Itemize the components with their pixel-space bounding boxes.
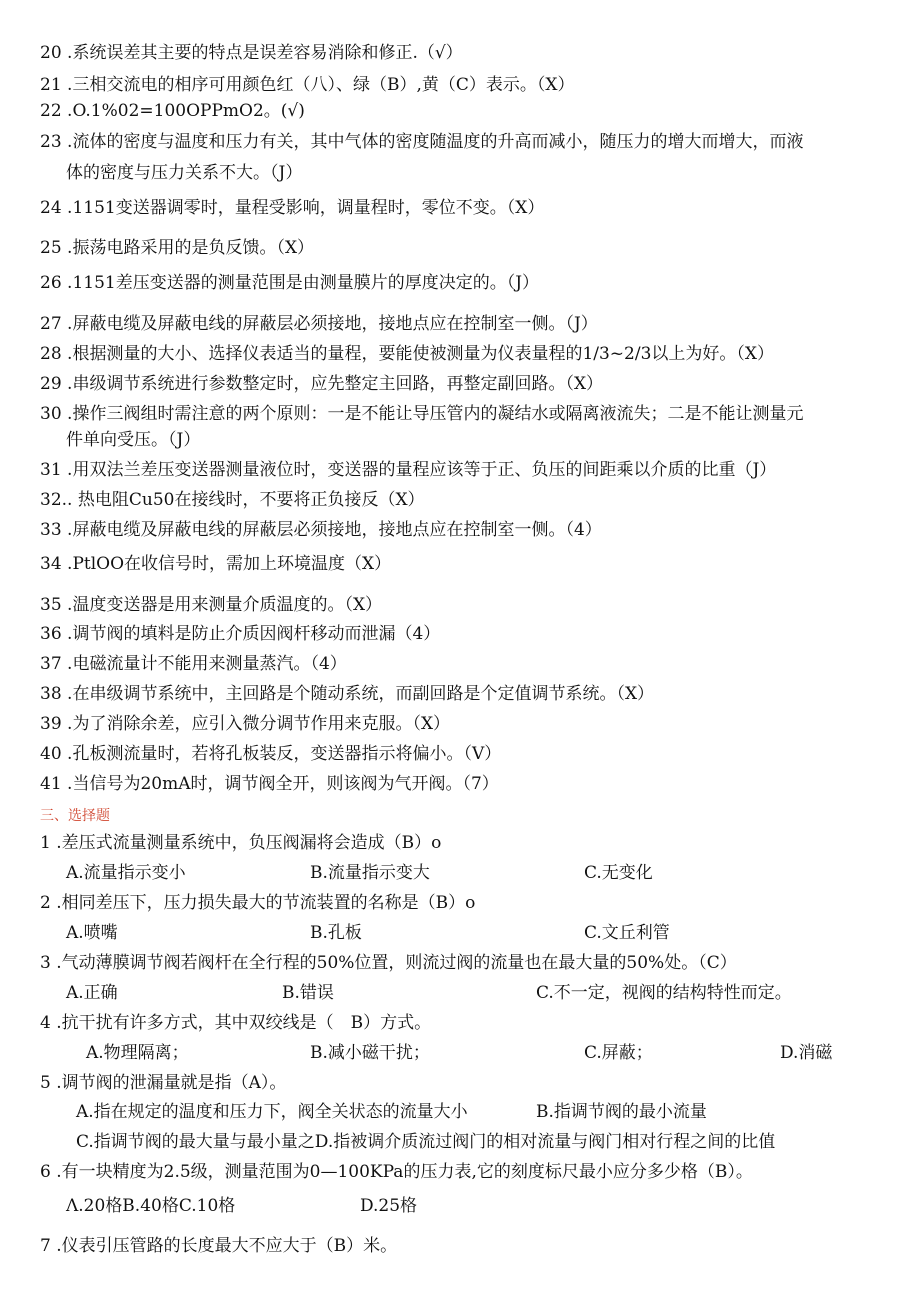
option-a: A.喷嘴	[66, 923, 118, 943]
item-number: 26	[40, 273, 62, 293]
item-number: 6	[40, 1162, 51, 1182]
item-text: 体的密度与压力关系不大。（J）	[66, 163, 303, 183]
item-number: 3	[40, 953, 51, 973]
item-text: .串级调节系统进行参数整定时，应先整定主回路，再整定副回路。（X）	[67, 374, 604, 394]
judgement-item-32	[40, 489, 425, 511]
judgement-item-37	[40, 653, 347, 675]
judgement-item-38	[40, 683, 654, 705]
option-c: C.无变化	[584, 863, 653, 883]
item-number: 41	[40, 774, 62, 794]
judgement-item-30-continuation	[66, 429, 200, 451]
judgement-item-29	[40, 373, 603, 395]
item-text: .调节阀的泄漏量就是指（A）。	[56, 1073, 287, 1093]
item-text: .温度变送器是用来测量介质温度的。（X）	[67, 595, 383, 615]
judgement-item-24	[40, 197, 544, 219]
item-text: 件单向受压。（J）	[66, 430, 201, 450]
option-c: C.文丘利管	[584, 923, 670, 943]
item-text: .抗干扰有许多方式，其中双绞线是（ B）方式。	[56, 1013, 432, 1033]
option-d: D.25格	[360, 1196, 418, 1216]
item-number: 37	[40, 654, 62, 674]
item-number: 39	[40, 714, 62, 734]
item-number: 35	[40, 595, 62, 615]
item-number: 23	[40, 132, 62, 152]
option-c: C.不一定，视阀的结构特性而定。	[536, 983, 792, 1003]
option-a: A.正确	[66, 983, 118, 1003]
judgement-item-28	[40, 343, 774, 365]
choice-question-1	[40, 832, 441, 854]
judgement-item-27	[40, 313, 598, 335]
judgement-item-22	[40, 100, 305, 122]
item-text: .为了消除余差，应引入微分调节作用来克服。（X）	[67, 714, 451, 734]
judgement-item-23-continuation	[66, 162, 302, 184]
judgement-item-26	[40, 272, 539, 294]
choice-question-7	[40, 1235, 397, 1257]
item-text: .系统误差其主要的特点是误差容易消除和修正.（√）	[67, 43, 463, 63]
item-text: .仪表引压管路的长度最大不应大于（B）米。	[56, 1236, 398, 1256]
item-number: 34	[40, 554, 62, 574]
item-number: 1	[40, 833, 51, 853]
item-text: .在串级调节系统中，主回路是个随动系统，而副回路是个定值调节系统。（X）	[67, 684, 655, 704]
item-number: 2	[40, 893, 51, 913]
item-number: 30	[40, 404, 62, 424]
item-number: 32..	[40, 490, 73, 510]
item-number: 20	[40, 43, 62, 63]
item-text: .屏蔽电缆及屏蔽电线的屏蔽层必须接地，接地点应在控制室一侧。（J）	[67, 314, 598, 334]
judgement-item-33	[40, 519, 602, 541]
choice-question-2	[40, 892, 475, 914]
item-number: 40	[40, 744, 62, 764]
item-text: .1151差压变送器的测量范围是由测量膜片的厚度决定的。（J）	[67, 273, 540, 293]
item-text: .调节阀的填料是防止介质因阀杆移动而泄漏（4）	[67, 624, 441, 644]
option-a: A.流量指示变小	[66, 863, 186, 883]
item-text: 热电阻Cu50在接线时，不要将正负接反（X）	[77, 490, 425, 510]
option-b: B.流量指示变大	[310, 863, 430, 883]
option-a: A.物理隔离；	[86, 1043, 189, 1063]
judgement-item-41	[40, 773, 499, 795]
item-text: .三相交流电的相序可用颜色红（八）、绿（B）,黄（C）表示。（X）	[67, 75, 575, 95]
item-text: .O.1%02=100OPPmO2。(√)	[67, 101, 305, 121]
item-text: .孔板测流量时，若将孔板装反，变送器指示将偏小。（V）	[67, 744, 502, 764]
judgement-item-31	[40, 459, 776, 481]
section-title: 三、选择题	[40, 808, 110, 824]
item-text: .流体的密度与温度和压力有关，其中气体的密度随温度的升高而减小，随压力的增大而增大，而液	[67, 132, 804, 152]
item-text: .根据测量的大小、选择仪表适当的量程，要能使被测量为仪表量程的1/3~2/3以上为好。（X）	[67, 344, 775, 364]
judgement-item-20	[40, 42, 463, 64]
item-number: 7	[40, 1236, 51, 1256]
judgement-item-34	[40, 553, 391, 575]
option-d: D.消磁	[780, 1043, 833, 1063]
item-number: 22	[40, 101, 62, 121]
judgement-item-40	[40, 743, 501, 765]
option-b: B.错误	[282, 983, 334, 1003]
judgement-item-39	[40, 713, 450, 735]
item-number: 28	[40, 344, 62, 364]
item-text: .PtlOO在收信号时，需加上环境温度（X）	[67, 554, 392, 574]
item-number: 36	[40, 624, 62, 644]
item-number: 31	[40, 460, 62, 480]
item-text: .相同差压下，压力损失最大的节流装置的名称是（B）o	[56, 893, 476, 913]
option-b: B.指调节阀的最小流量	[536, 1102, 707, 1122]
item-text: .用双法兰差压变送器测量液位时，变送器的量程应该等于正、负压的间距乘以介质的比重（J）	[67, 460, 777, 480]
item-text: .当信号为20mA时，调节阀全开，则该阀为气开阀。（7）	[67, 774, 499, 794]
option-b: B.孔板	[310, 923, 362, 943]
judgement-item-36	[40, 623, 440, 645]
option-c-d: C.指调节阀的最大量与最小量之D.指被调介质流过阀门的相对流量与阀门相对行程之间的比值	[76, 1132, 776, 1152]
item-text: .1151变送器调零时，量程受影响，调量程时，零位不变。（X）	[67, 198, 545, 218]
item-number: 38	[40, 684, 62, 704]
choice-question-4	[40, 1012, 431, 1034]
item-text: .操作三阀组时需注意的两个原则：一是不能让导压管内的凝结水或隔离液流失；二是不能让测量元	[67, 404, 804, 424]
item-text: .屏蔽电缆及屏蔽电线的屏蔽层必须接地，接地点应在控制室一侧。（4）	[67, 520, 602, 540]
item-number: 33	[40, 520, 62, 540]
judgement-item-35	[40, 594, 382, 616]
judgement-item-23	[40, 131, 803, 153]
item-number: 25	[40, 238, 62, 258]
option-b: B.减小磁干扰；	[310, 1043, 430, 1063]
item-number: 21	[40, 75, 62, 95]
item-number: 27	[40, 314, 62, 334]
item-number: 4	[40, 1013, 51, 1033]
option-c: C.屏蔽；	[584, 1043, 653, 1063]
item-text: .差压式流量测量系统中，负压阀漏将会造成（B）o	[56, 833, 442, 853]
choice-question-3	[40, 952, 737, 974]
item-text: .气动薄膜调节阀若阀杆在全行程的50%位置，则流过阀的流量也在最大量的50%处。（C）	[56, 953, 737, 973]
item-text: .振荡电路采用的是负反馈。（X）	[67, 238, 315, 258]
option-a-b-c: Λ.20格B.40格C.10格	[66, 1196, 236, 1216]
item-text: .有一块精度为2.5级，测量范围为0—100KPa的压力表,它的刻度标尺最小应分多少格（B）。	[56, 1162, 753, 1182]
judgement-item-30	[40, 403, 803, 425]
option-a: A.指在规定的温度和压力下，阀全关状态的流量大小	[76, 1102, 468, 1122]
item-number: 24	[40, 198, 62, 218]
judgement-item-21	[40, 74, 574, 96]
item-number: 5	[40, 1073, 51, 1093]
item-number: 29	[40, 374, 62, 394]
judgement-item-25	[40, 237, 314, 259]
choice-question-6	[40, 1161, 753, 1183]
choice-question-5	[40, 1072, 286, 1094]
item-text: .电磁流量计不能用来测量蒸汽。（4）	[67, 654, 347, 674]
